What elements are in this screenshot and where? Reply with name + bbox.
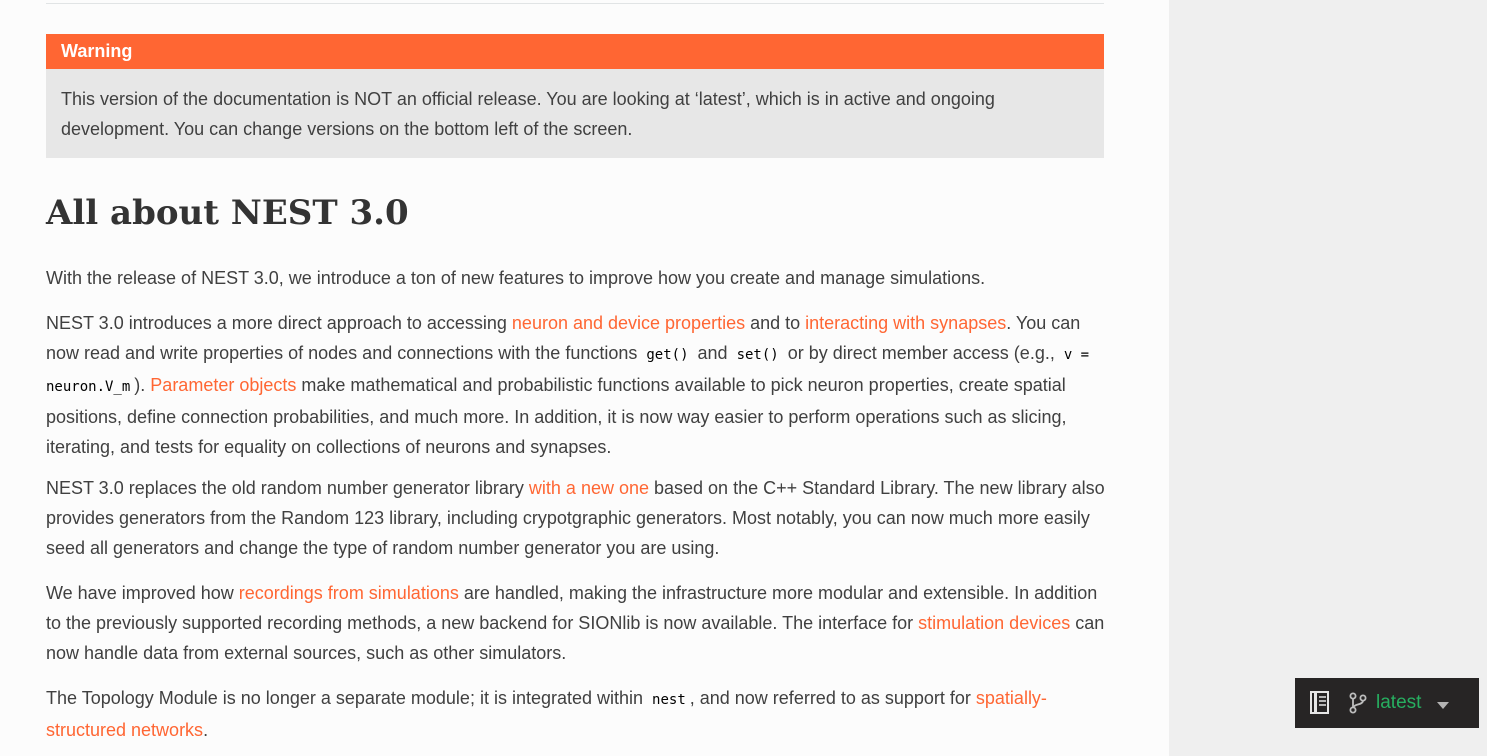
paragraph-text: are handled, making the infrastructure more modular and extensible. In addition to the previously supported recording methods, a new backend for SIONlib is now available. The interface for	[46, 583, 1098, 633]
paragraph-random	[46, 473, 1108, 563]
link-interacting-with-synapses[interactable]: interacting with synapses	[805, 313, 1007, 333]
paragraph-text: The Topology Module is no longer a separate module; it is integrated within	[46, 688, 649, 708]
right-sidebar	[1169, 0, 1487, 756]
paragraph-text: NEST 3.0 introduces a more direct approach to accessing	[46, 313, 512, 333]
code-set: set()	[736, 347, 779, 363]
paragraph-text: can now handle data from external sources, such as other simulators.	[46, 613, 1105, 663]
paragraph-text: NEST 3.0 replaces the old random number generator library	[46, 478, 529, 498]
paragraph-text: or by direct member access (e.g.,	[782, 343, 1060, 363]
book-icon	[1309, 691, 1331, 715]
paragraph-topology	[46, 683, 1108, 745]
warning-body: This version of the documentation is NOT an official release. You are looking at ‘latest’, which is in active and ongoing development. You can change versions on the bottom left of the screen.	[61, 89, 995, 139]
code-member-access: v = neuron.V_m	[46, 347, 1090, 395]
git-branch-icon	[1348, 692, 1368, 714]
code-get: get()	[646, 347, 689, 363]
paragraph-intro	[46, 263, 1108, 293]
paragraph-text: We have improved how	[46, 583, 239, 603]
paragraph-text: ).	[134, 375, 151, 395]
top-divider	[46, 3, 1104, 4]
paragraph-text: . You can now read and write properties of nodes and connections with the functions	[46, 313, 1081, 363]
link-recordings-from-simulations[interactable]: recordings from simulations	[238, 583, 459, 603]
paragraph-recordings	[46, 578, 1108, 668]
version-switcher[interactable]	[1295, 678, 1479, 728]
link-spatially-structured-networks[interactable]: spatially-structured networks	[46, 688, 1047, 740]
link-neuron-device-properties[interactable]: neuron and device properties	[511, 313, 746, 333]
paragraph-text: and	[692, 343, 733, 363]
link-stimulation-devices[interactable]: stimulation devices	[918, 613, 1071, 633]
paragraph-text: and to	[745, 313, 806, 333]
paragraph-text: based on the C++ Standard Library. The new library also provides generators from the Random 123 library, including crypotgraphic generators. Most notably, you can now much more easily seed all generators and change the type of random number generator you are using.	[46, 478, 1105, 558]
page-title: All about NEST 3.0	[46, 193, 409, 233]
paragraph-text: With the release of NEST 3.0, we introduce a ton of new features to improve how you create and manage simulations.	[46, 268, 986, 288]
caret-down-icon	[1437, 702, 1449, 709]
warning-admonition	[46, 34, 1104, 158]
link-parameter-objects[interactable]: Parameter objects	[150, 375, 297, 395]
paragraph-text: make mathematical and probabilistic functions available to pick neuron properties, create spatial positions, define connection probabilities, and much more. In addition, it is now way easier to perform operations such as slicing, iterating, and tests for equality on collections of neurons and synapses.	[46, 375, 1067, 457]
paragraph-text: , and now referred to as support for	[689, 688, 976, 708]
paragraph-text: .	[203, 720, 209, 740]
code-nest: nest	[652, 692, 686, 708]
link-new-random-library[interactable]: with a new one	[528, 478, 649, 498]
version-label: latest	[1376, 692, 1422, 713]
paragraph-properties	[46, 308, 1108, 462]
warning-title: Warning	[46, 34, 1104, 69]
